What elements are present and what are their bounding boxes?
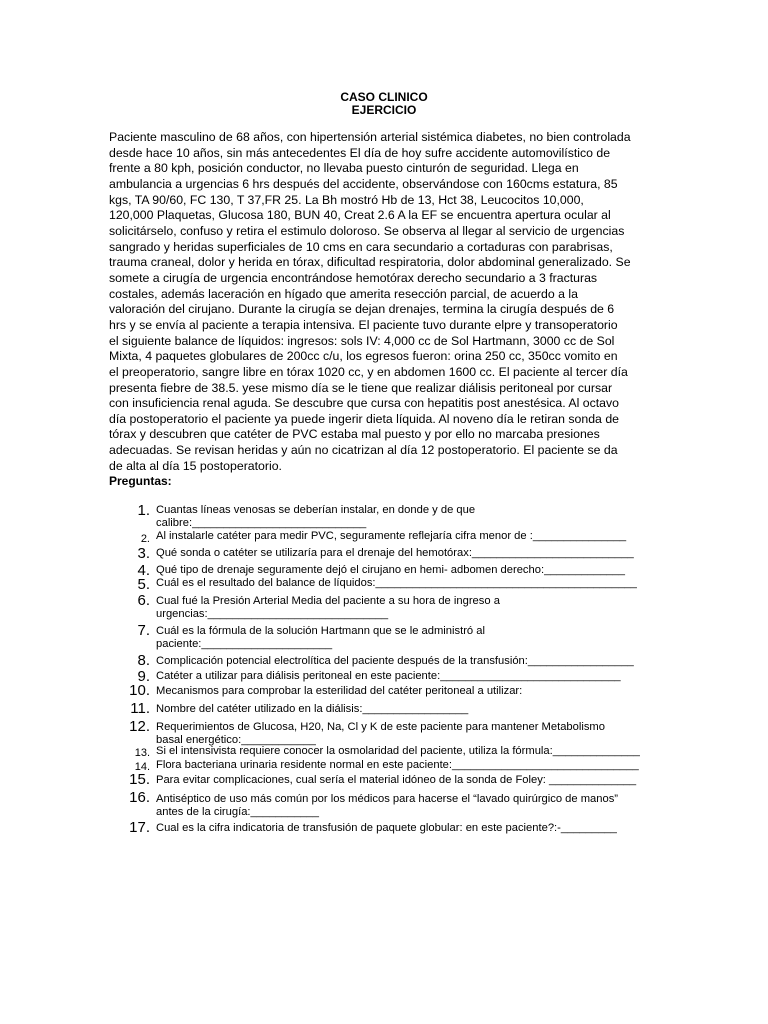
questions-heading: Preguntas:	[109, 474, 172, 488]
question-number: 1.	[137, 502, 150, 519]
question-text: Antiséptico de uso más común por los médicos para hacerse el “lavado quirúrgico de manos” antes de la cirugía:___________	[156, 793, 619, 818]
question-text: Cual es la cifra indicatoria de transfusión de paquete globular: en este paciente?:-_________	[156, 822, 617, 834]
question-number: 17.	[129, 819, 150, 836]
question-text: Qué tipo de drenaje seguramente dejó el cirujano en hemi- adbomen derecho:_____________	[156, 564, 625, 576]
question-number: 12.	[129, 718, 150, 735]
question-text: Cuál es el resultado del balance de líquidos:__________________________________________	[156, 577, 637, 589]
question-number: 5.	[137, 576, 150, 593]
question-number: 13.	[134, 747, 150, 759]
question-text: Requerimientos de Glucosa, H20, Na, Cl y K de este paciente para mantener Metabolismo basal energético:____________	[156, 721, 605, 746]
question-text: Mecanismos para comprobar la esterilidad del catéter peritoneal a utilizar:	[156, 685, 523, 697]
question-number: 10.	[129, 682, 150, 699]
question-text: Para evitar complicaciones, cual sería el material idóneo de la sonda de Foley: ______________	[156, 774, 637, 786]
question-number: 8.	[137, 652, 150, 669]
question-text: Flora bacteriana urinaria residente normal en este paciente:______________________________	[156, 759, 639, 771]
question-text: Si el intensivista requiere conocer la osmolaridad del paciente, utiliza la fórmula:______________	[156, 745, 640, 757]
document-title: CASO CLINICO	[340, 90, 428, 104]
question-number: 7.	[137, 622, 150, 639]
question-text: Catéter a utilizar para diálisis peritoneal en este paciente:_____________________________	[156, 670, 621, 682]
question-number: 14.	[134, 761, 150, 773]
question-number: 4.	[137, 562, 150, 579]
question-text: Cual fué la Presión Arterial Media del paciente a su hora de ingreso a urgencias:_____________________________	[156, 595, 500, 620]
case-description: Paciente masculino de 68 años, con hipertensión arterial sistémica diabetes, no bien controlada desde hace 10 años, sin más antecedentes El día de hoy sufre accidente automovilístico de frente a 80 kph, posición conductor, no llevaba puesto cinturón de seguridad. Llega en ambulancia a urgencias 6 hrs después del accidente, observándose con 160cms estatura, 85 kgs, TA 90/60, FC 130, T 37,FR 25. La Bh mostró Hb de 13, Hct 38, Leucocitos 10,000, 120,000 Plaquetas, Glucosa 180, BUN 40, Creat 2.6 A la EF se encuentra apertura ocular al solicitárselo, confuso y retira el estimulo doloroso. Se observa al llegar al servicio de urgencias sangrado y heridas superficiales de 10 cms en cara secundario a cortaduras con parabrisas, trauma craneal, dolor y herida en tórax, dificultad respiratoria, dolor abdominal generalizado. Se somete a cirugía de urgencia encontrándose hemotórax derecho secundario a 3 fracturas costales, además laceración en hígado que amerita resección parcial, de acuerdo a la valoración del cirujano. Durante la cirugía se dejan drenajes, termina la cirugía después de 6 hrs y se envía al paciente a terapia intensiva. El paciente tuvo durante elpre y transoperatorio el siguiente balance de líquidos: ingresos: sols IV: 4,000 cc de Sol Hartmann, 3000 cc de Sol Mixta, 4 paquetes globulares de 200cc c/u, los egresos fueron: orina 250 cc, 350cc vomito en el preoperatorio, sangre libre en tórax 1020 cc, y en abdomen 1600 cc. El paciente al tercer día presenta fiebre de 38.5. yese mismo día se le tiene que realizar diálisis peritoneal por cursar con insuficiencia renal aguda. Se descubre que cursa con hepatitis post anestésica. Al octavo día postoperatorio el paciente ya puede ingerir dieta líquida. Al noveno día le retiran sonda de tórax y descubren que catéter de PVC estaba mal puesto y por ello no marcaba presiones adecuadas. Se revisan heridas y aún no cicatrizan al día 12 postoperatorio. El paciente se da de alta al día 15 postoperatorio.	[109, 130, 631, 473]
question-text: Cuantas líneas venosas se deberían instalar, en donde y de que calibre:____________________________	[156, 504, 476, 529]
question-number: 9.	[137, 668, 150, 685]
question-number: 3.	[137, 545, 150, 562]
question-number: 15.	[129, 771, 150, 788]
question-text: Al instalarle catéter para medir PVC, seguramente reflejaría cifra menor de :_______________	[156, 530, 627, 542]
question-text: Nombre del catéter utilizado en la diálisis:_________________	[156, 703, 469, 715]
question-number: 2.	[140, 533, 150, 545]
question-text: Cuál es la fórmula de la solución Hartmann que se le administró al paciente:_____________________	[156, 625, 485, 650]
question-number: 11.	[130, 700, 150, 717]
question-number: 16.	[129, 789, 150, 806]
document-subtitle: EJERCICIO	[351, 103, 417, 117]
question-text: Qué sonda o catéter se utilizaría para el drenaje del hemotórax:__________________________	[156, 547, 634, 559]
question-number: 6.	[137, 592, 150, 609]
question-text: Complicación potencial electrolítica del paciente después de la transfusión:_________________	[156, 655, 634, 667]
